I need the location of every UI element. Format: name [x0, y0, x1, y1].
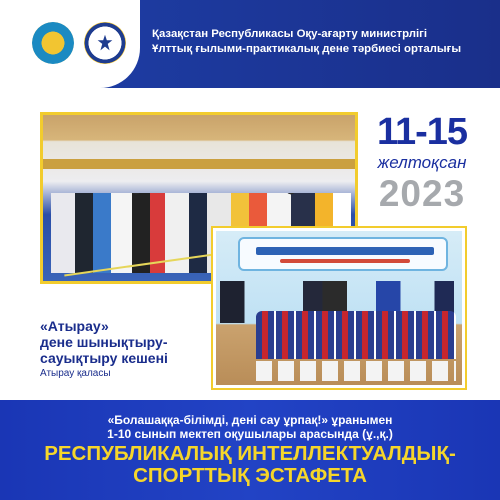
event-banner [238, 237, 448, 271]
venue-name [40, 318, 208, 366]
kids-team [256, 311, 456, 359]
venue-line: дене шынықтыру- [40, 334, 168, 350]
event-dates [362, 112, 482, 214]
date-days: 11-15 [376, 111, 468, 153]
event-name-line1: РЕСПУБЛИКАЛЫҚ ИНТЕЛЛЕКТУАЛДЫҚ- [44, 442, 456, 465]
logo-panel [0, 0, 140, 88]
ministry-line: Қазақстан Республикасы Оқу-ағарту министрлігі [152, 28, 428, 40]
date-year: 2023 [378, 173, 466, 214]
slogan-line: «Болашаққа-білімді, дені сау ұрпақ!» ұранымен [107, 413, 393, 427]
gift-bags [256, 361, 456, 381]
sport-center-emblem-icon [84, 22, 126, 64]
ministry-emblem-icon [32, 22, 74, 64]
ministry-name [152, 27, 461, 57]
center-line: Ұлттық ғылыми-практикалық дене тәрбиесі орталығы [152, 43, 462, 55]
header-banner [0, 0, 500, 88]
venue-line: сауықтыру кешені [40, 350, 168, 366]
footer-banner [0, 400, 500, 500]
date-month: желтоқсан [377, 153, 467, 172]
venue-line: «Атырау» [40, 318, 109, 334]
venue-city: Атырау қаласы [40, 368, 111, 379]
participants-line: 1-10 сынып мектеп оқушылары арасында (ұ.,қ.) [107, 427, 393, 441]
event-name-line2: СПОРТТЫҚ ЭСТАФЕТА [133, 464, 367, 487]
team-photo-kids [213, 228, 465, 388]
